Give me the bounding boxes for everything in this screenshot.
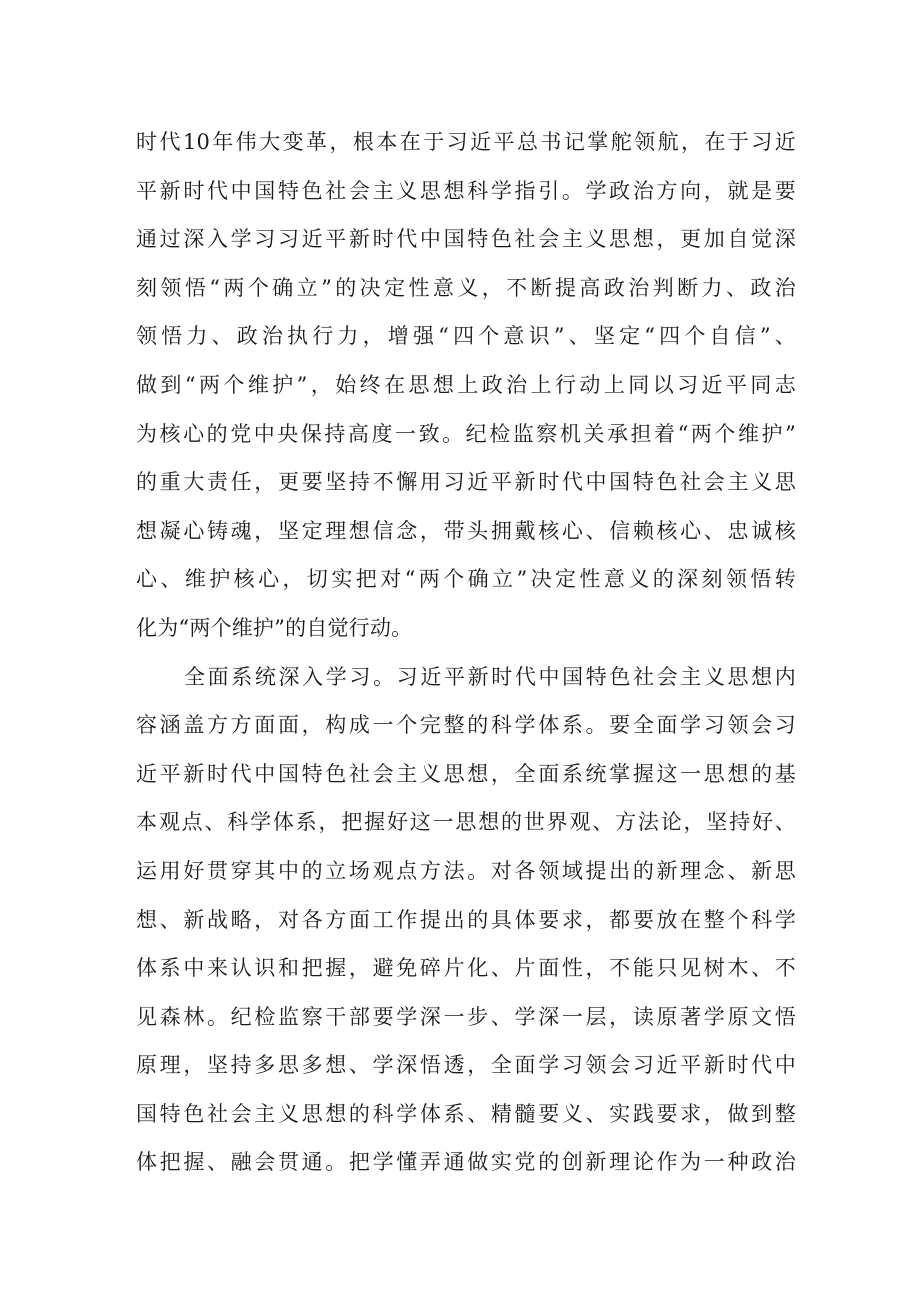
paragraph-2-line-8: 见森林。纪检监察干部要学深一步、学深一层，读原著学原文悟: [136, 1004, 796, 1029]
paragraph-2-line-3: 近平新时代中国特色社会主义思想，全面系统掌握这一思想的基: [136, 761, 796, 786]
paragraph-1-line-5: 领悟力、政治执行力，增强“四个意识”、坚定“四个自信”、: [136, 324, 796, 349]
paragraph-1-line-9: 想凝心铸魂，坚定理想信念，带头拥戴核心、信赖核心、忠诚核: [136, 518, 796, 543]
paragraph-2-line-2: 容涵盖方方面面，构成一个完整的科学体系。要全面学习领会习: [136, 713, 796, 738]
body-text: [136, 118, 796, 1187]
paragraph-1-line-3: 通过深入学习习近平新时代中国特色社会主义思想，更加自觉深: [136, 227, 796, 252]
paragraph-2-line-9: 原理，坚持多思多想、学深悟透，全面学习领会习近平新时代中: [136, 1053, 796, 1078]
paragraph-2-line-4: 本观点、科学体系，把握好这一思想的世界观、方法论，坚持好、: [136, 810, 796, 835]
paragraph-1-line-4: 刻领悟“两个确立”的决定性意义，不断提高政治判断力、政治: [136, 275, 796, 300]
paragraph-1-line-11: 化为“两个维护”的自觉行动。: [136, 615, 413, 640]
paragraph-1-line-10: 心、维护核心，切实把对“两个确立”决定性意义的深刻领悟转: [136, 567, 796, 592]
paragraph-2-line-7: 体系中来认识和把握，避免碎片化、片面性，不能只见树木、不: [136, 956, 796, 981]
paragraph-2-line-5: 运用好贯穿其中的立场观点方法。对各领域提出的新理念、新思: [136, 858, 796, 883]
paragraph-1-line-6: 做到“两个维护”，始终在思想上政治上行动上同以习近平同志: [136, 372, 796, 397]
paragraph-1-line-8: 的重大责任，更要坚持不懈用习近平新时代中国特色社会主义思: [136, 470, 796, 495]
paragraph-2-line-6: 想、新战略，对各方面工作提出的具体要求，都要放在整个科学: [136, 907, 796, 932]
paragraph-1-line-7: 为核心的党中央保持高度一致。纪检监察机关承担着“两个维护”: [136, 421, 796, 446]
paragraph-1-line-2: 平新时代中国特色社会主义思想科学指引。学政治方向，就是要: [136, 178, 796, 203]
paragraph-2-line-10: 国特色社会主义思想的科学体系、精髓要义、实践要求，做到整: [136, 1101, 796, 1126]
paragraph-2-line-1: 全面系统深入学习。习近平新时代中国特色社会主义思想内: [184, 664, 796, 689]
paragraph-2-line-11: 体把握、融会贯通。把学懂弄通做实党的创新理论作为一种政治: [136, 1150, 796, 1175]
paragraph-1-line-1: 时代10年伟大变革，根本在于习近平总书记掌舵领航，在于习近: [136, 130, 796, 154]
